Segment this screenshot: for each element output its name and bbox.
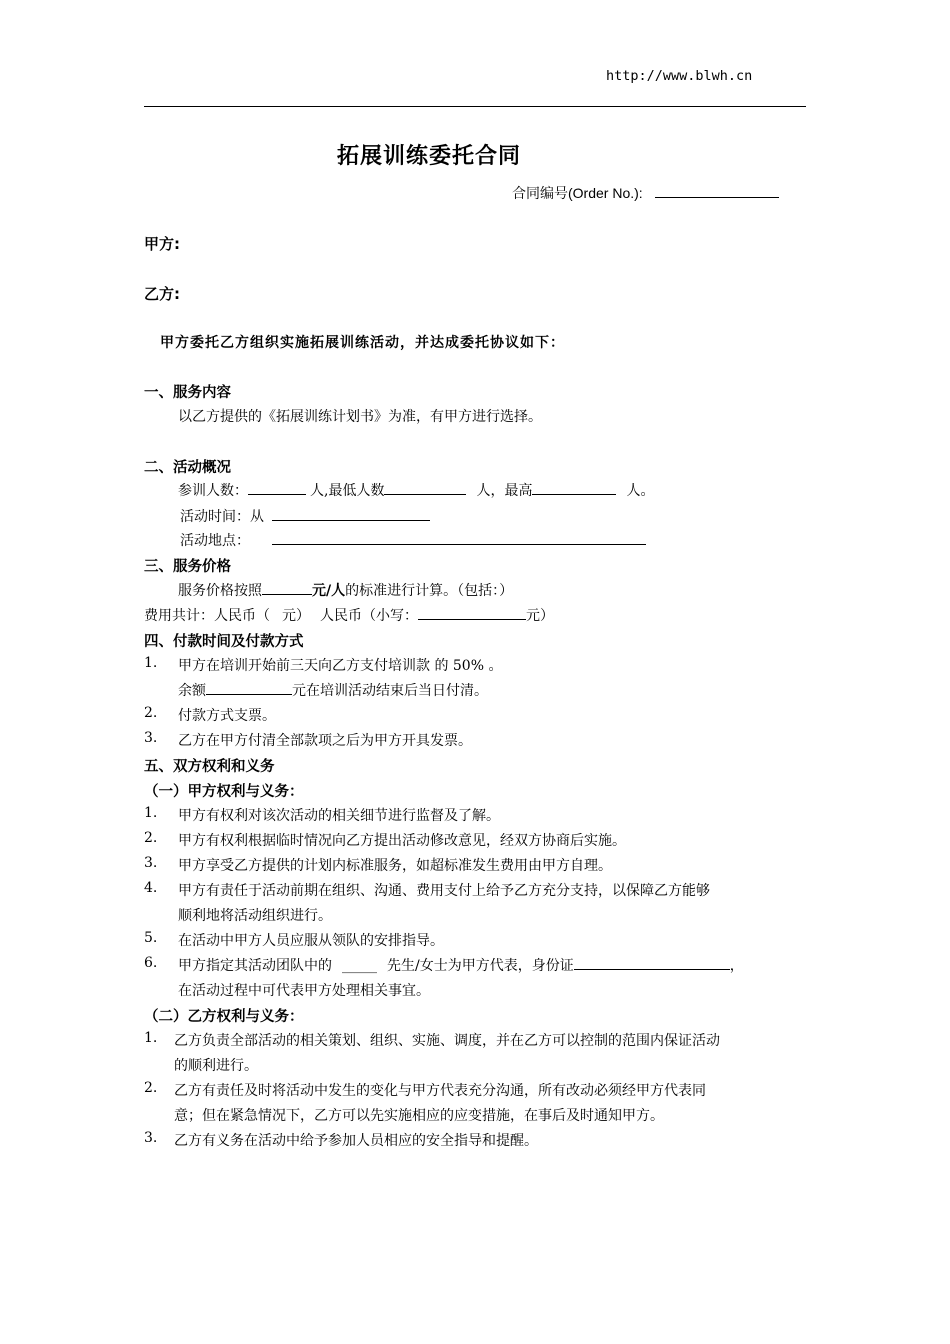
activity-place-field[interactable] [272, 530, 646, 545]
payment-item-num: 1. [144, 655, 158, 671]
list-item-num: 6. [144, 955, 158, 971]
min-participants-label: 人,最低人数 [310, 483, 385, 499]
participants-label: 参训人数： [178, 483, 248, 499]
list-item-text: 甲方有责任于活动前期在组织、沟通、费用支付上给予乙方充分支持，以保障乙方能够 [178, 883, 710, 899]
balance-line [178, 680, 488, 700]
activity-place-line [180, 530, 646, 550]
max-participants-label: 人，最高 [476, 483, 533, 499]
section-5-heading: 五、双方权利和义务 [144, 759, 275, 775]
representative-id-label: 先生/女士为甲方代表，身份证 [387, 958, 574, 974]
balance-suffix: 元在培训活动结束后当日付清。 [292, 683, 488, 699]
party-b-label: 乙方: [144, 285, 180, 303]
participants-field[interactable] [248, 480, 306, 495]
list-item-num: 3. [144, 855, 158, 871]
activity-time-label: 活动时间：从 [180, 509, 264, 525]
payment-item-num: 2. [144, 705, 158, 721]
price-label: 服务价格按照 [178, 583, 262, 599]
section-2-heading: 二、活动概况 [144, 460, 231, 476]
header-url: http://www.blwh.cn [606, 68, 753, 84]
representative-name-field[interactable]: _____ [342, 958, 377, 974]
list-item-text: 甲方有权利对该次活动的相关细节进行监督及了解。 [178, 808, 500, 824]
payment-item-text: 乙方在甲方付清全部款项之后为甲方开具发票。 [178, 733, 472, 749]
activity-time-field[interactable] [272, 506, 430, 521]
section-4-heading: 四、付款时间及付款方式 [144, 634, 304, 650]
representative-line [178, 955, 744, 975]
activity-place-label: 活动地点： [180, 533, 250, 549]
intro-text: 甲方委托乙方组织实施拓展训练活动，并达成委托协议如下： [160, 335, 565, 351]
total-small-label: 人民币（小写： [320, 608, 418, 624]
balance-label: 余额 [178, 683, 206, 699]
list-item-num: 2. [144, 830, 158, 846]
document-title: 拓展训练委托合同 [337, 144, 522, 169]
party-b-rights-heading: （二）乙方权利与义务： [144, 1009, 304, 1025]
payment-item-num: 3. [144, 730, 158, 746]
price-line [178, 580, 513, 600]
min-participants-field[interactable] [384, 480, 466, 495]
max-participants-field[interactable] [532, 480, 616, 495]
list-item-num: 1. [144, 805, 158, 821]
list-item-text-cont: 在活动过程中可代表甲方处理相关事宜。 [178, 983, 430, 999]
list-item-text: 甲方有权利根据临时情况向乙方提出活动修改意见，经双方协商后实施。 [178, 833, 626, 849]
section-1-heading: 一、服务内容 [144, 385, 231, 401]
party-a-label: 甲方: [144, 235, 180, 253]
representative-id-field[interactable] [574, 955, 730, 970]
list-item-num: 1. [144, 1030, 158, 1046]
participants-end: 人。 [626, 483, 655, 499]
activity-time-line [180, 506, 430, 526]
order-number [512, 183, 779, 203]
list-item-text-cont: 的顺利进行。 [174, 1058, 258, 1074]
price-suffix: 的标准进行计算。（包括：） [345, 583, 514, 599]
list-item-num: 4. [144, 880, 158, 896]
order-number-label: 合同编号(Order No.): [512, 185, 643, 201]
representative-comma: ， [729, 958, 744, 974]
section-3-heading: 三、服务价格 [144, 559, 231, 575]
section-1-text: 以乙方提供的《拓展训练计划书》为准，有甲方进行选择。 [178, 409, 542, 425]
payment-item-text: 付款方式支票。 [178, 708, 276, 724]
total-line [144, 605, 554, 625]
total-small-field[interactable] [418, 605, 526, 620]
list-item-text: 在活动中甲方人员应服从领队的安排指导。 [178, 933, 444, 949]
list-item-text-cont: 顺利地将活动组织进行。 [178, 908, 332, 924]
price-unit: 元/人 [312, 583, 346, 599]
party-a-rights-heading: （一）甲方权利与义务： [144, 784, 304, 800]
list-item-text: 乙方有责任及时将活动中发生的变化与甲方代表充分沟通，所有改动必须经甲方代表同 [174, 1083, 706, 1099]
list-item-num: 3. [144, 1130, 158, 1146]
payment-item-text: 甲方在培训开始前三天向乙方支付培训款 的 50% 。 [178, 658, 503, 674]
balance-field[interactable] [206, 680, 292, 695]
list-item-num: 2. [144, 1080, 158, 1096]
order-number-field[interactable] [655, 183, 779, 198]
total-unit: 元） [282, 608, 310, 624]
total-end: 元） [526, 608, 554, 624]
list-item-text: 乙方有义务在活动中给予参加人员相应的安全指导和提醒。 [174, 1133, 538, 1149]
representative-label: 甲方指定其活动团队中的 [178, 958, 332, 974]
price-field[interactable] [262, 580, 312, 595]
list-item-text: 乙方负责全部活动的相关策划、组织、实施、调度，并在乙方可以控制的范围内保证活动 [174, 1033, 720, 1049]
total-label: 费用共计：人民币（ [144, 608, 270, 624]
list-item-num: 5. [144, 930, 158, 946]
list-item-text: 甲方享受乙方提供的计划内标准服务，如超标准发生费用由甲方自理。 [178, 858, 612, 874]
header-divider [144, 106, 806, 107]
participants-line [178, 480, 654, 500]
list-item-text-cont: 意；但在紧急情况下，乙方可以先实施相应的应变措施，在事后及时通知甲方。 [174, 1108, 664, 1124]
